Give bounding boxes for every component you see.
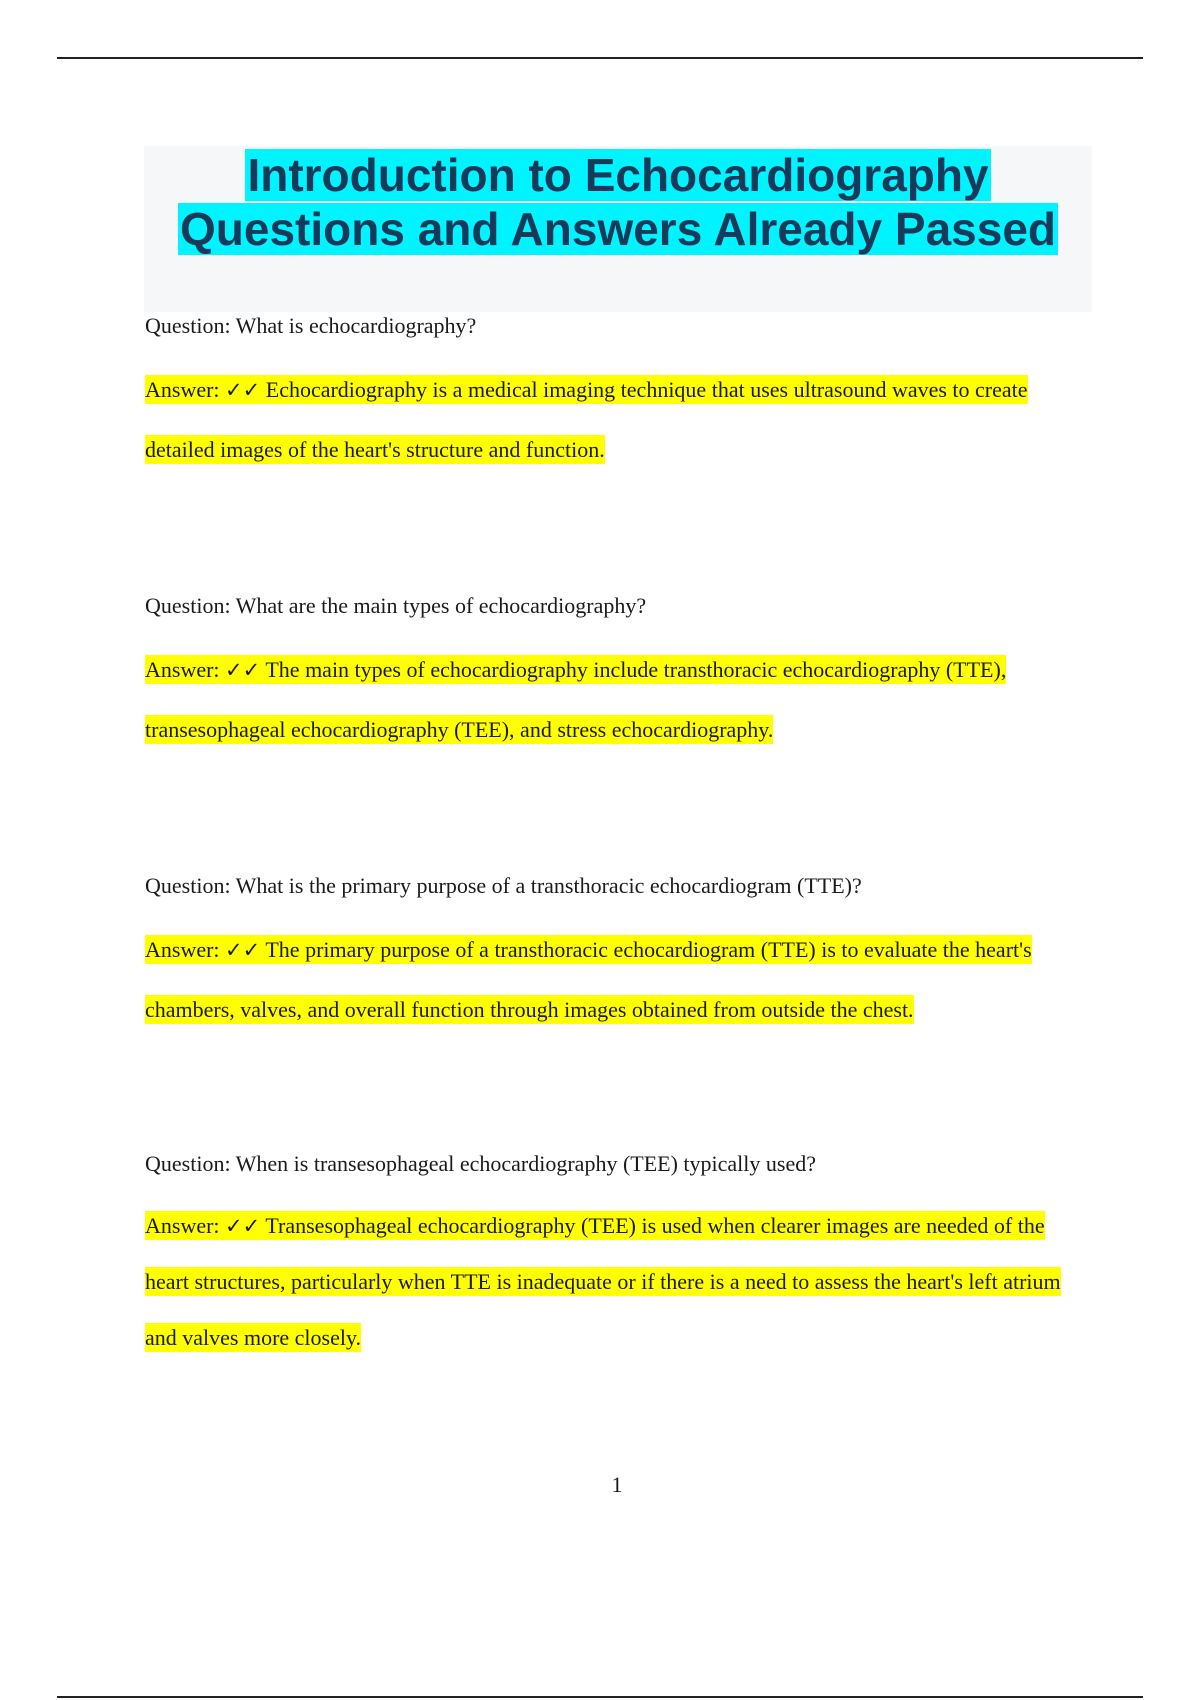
question-text: Question: When is transesophageal echocardiography (TEE) typically used? [145, 1151, 816, 1176]
answer-prefix: Answer: [145, 657, 220, 682]
double-check-icon: ✓✓ [225, 938, 261, 962]
qa-item-3 [145, 860, 1085, 1040]
title-highlight-2: Questions and Answers Already Passed [179, 203, 1057, 255]
page-number: 1 [611, 1472, 623, 1497]
question-text: Question: What is echocardiography? [145, 313, 477, 338]
footer-rule [57, 1696, 1143, 1698]
qa-item-2 [145, 580, 1085, 760]
answer-body: Transesophageal echocardiography (TEE) is used when clearer images are needed of the heart structures, particularly when TTE is inadequate or if there is a need to assess the heart's left atrium and valves more closely. [145, 1213, 1061, 1350]
double-check-icon: ✓✓ [225, 1214, 261, 1238]
answer-prefix: Answer: [145, 937, 220, 962]
header-rule [57, 57, 1143, 59]
answer-text [145, 360, 1085, 480]
document-title-line-1 [144, 148, 1092, 202]
answer-text [145, 920, 1085, 1040]
document-title-line-2 [144, 202, 1092, 256]
question-text: Question: What is the primary purpose of a transthoracic echocardiogram (TTE)? [145, 873, 862, 898]
qa-item-1 [145, 300, 1085, 480]
answer-body: Echocardiography is a medical imaging technique that uses ultrasound waves to create detailed images of the heart's structure and function. [145, 377, 1028, 462]
answer-body: The main types of echocardiography include transthoracic echocardiography (TTE), transesophageal echocardiography (TEE), and stress echocardiography. [145, 657, 1007, 742]
answer-prefix: Answer: [145, 1213, 220, 1238]
double-check-icon: ✓✓ [225, 658, 261, 682]
answer-prefix: Answer: [145, 377, 220, 402]
title-highlight-1: Introduction to Echocardiography [247, 149, 989, 201]
qa-item-4 [145, 1138, 1085, 1366]
answer-text [145, 640, 1085, 760]
double-check-icon: ✓✓ [225, 378, 261, 402]
answer-text [145, 1198, 1085, 1366]
title-block [144, 146, 1092, 312]
answer-body: The primary purpose of a transthoracic echocardiogram (TTE) is to evaluate the heart's chambers, valves, and overall function through images obtained from outside the chest. [145, 937, 1032, 1022]
question-text: Question: What are the main types of echocardiography? [145, 593, 647, 618]
